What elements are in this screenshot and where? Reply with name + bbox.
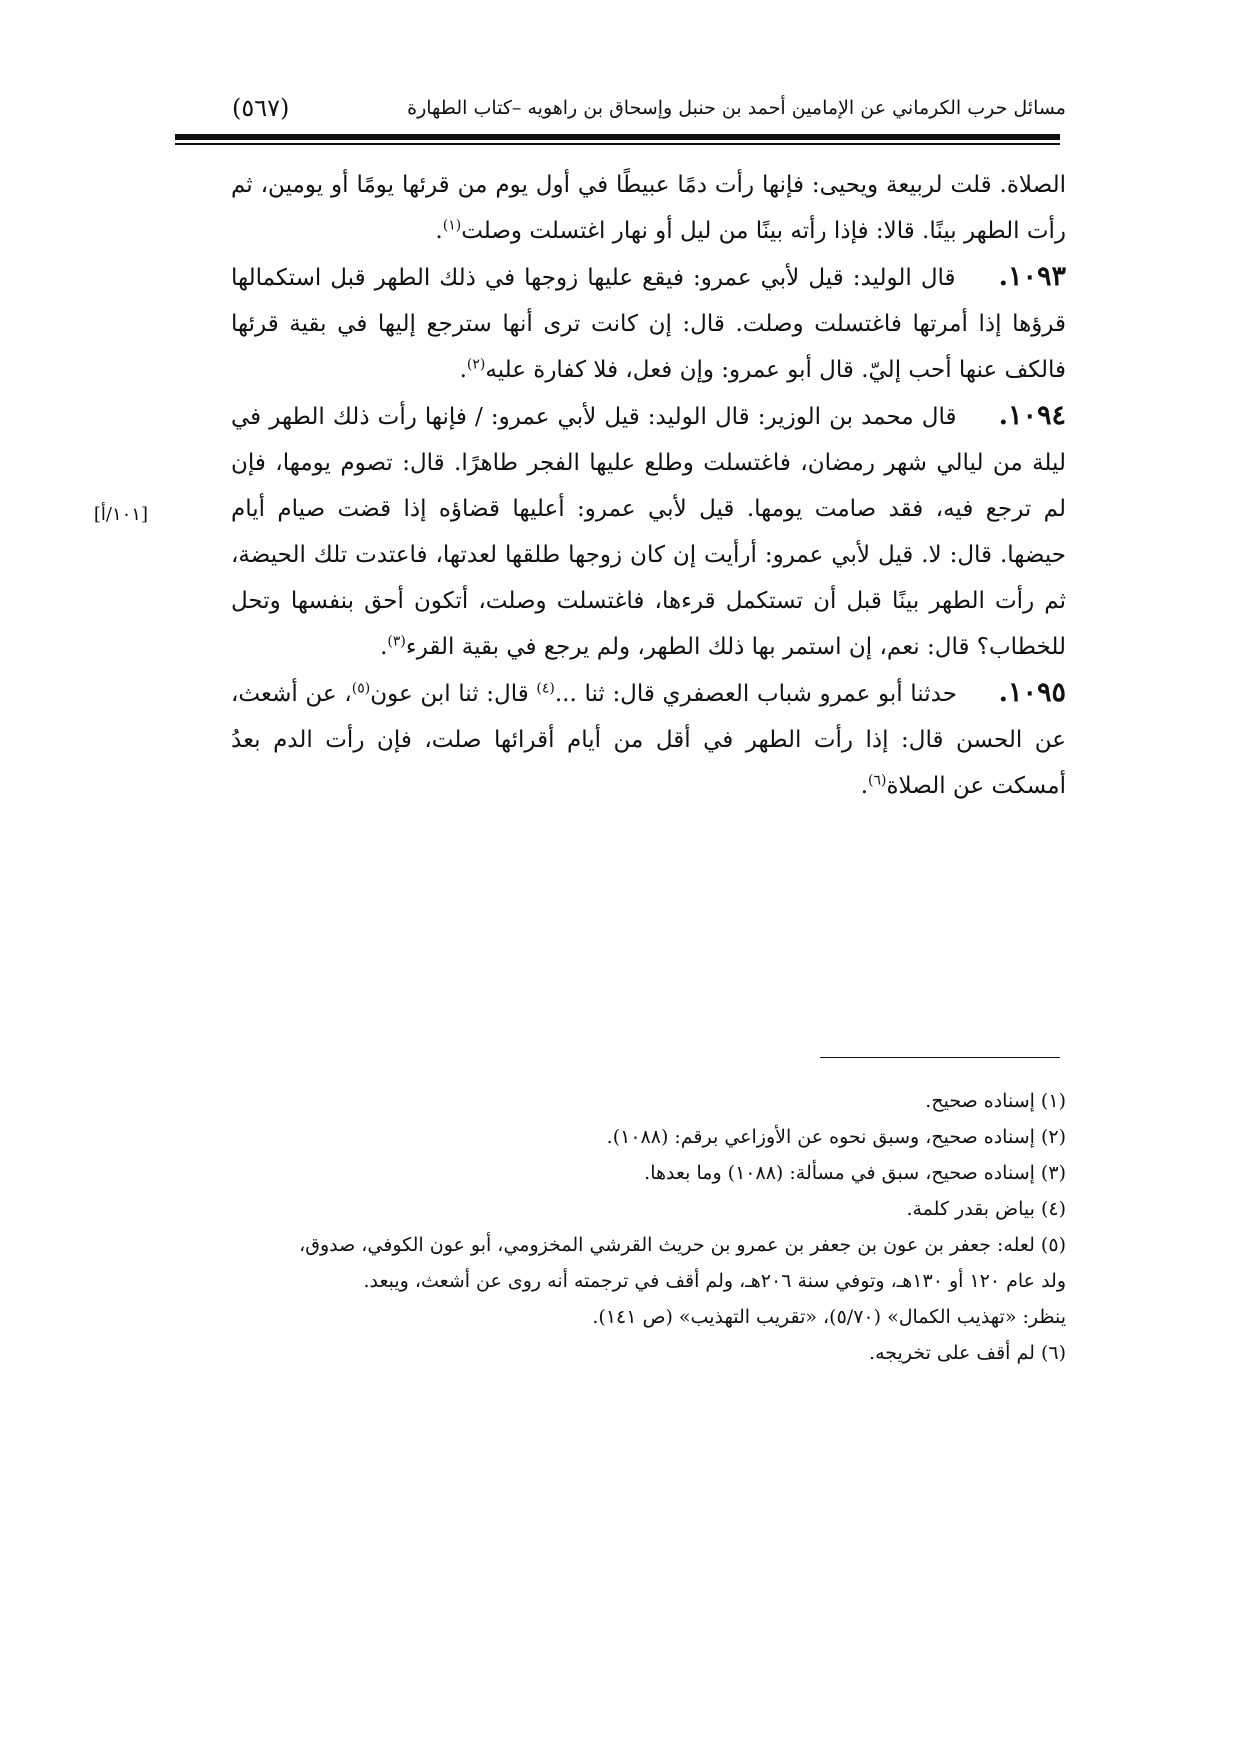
issue-number: ١٠٩٣. (998, 261, 1067, 292)
footnote-line: (٥) لعله: جعفر بن عون بن جعفر بن عمرو بن حريث القرشي المخزومي، أبو عون الكوفي، صدوق، (299, 1234, 1066, 1256)
issue-text: ، عن أشعث، عن الحسن قال: إذا رأت الطهر في أقل من أيام أقرائها صلت، فإن رأت الدم بعدُ أمسكت عن الصلاة (231, 681, 1066, 799)
footnote-5 (181, 1227, 1066, 1335)
footnote-marker: (٦) (868, 772, 887, 789)
issue-text: قال الوليد: قيل لأبي عمرو: فيقع عليها زوجها في ذلك الطهر قبل استكمالها قرؤها إذا أمرتها فاغتسلت وصلت. قال: إن كانت ترى أنها سترجع إليها في بقية قرئها فالكف عنها أحب إليّ. قال أبو عمرو: وإن فعل، فلا كفارة عليه (231, 265, 1066, 383)
footnote-marker: (٤) (536, 680, 555, 697)
footnote-marker: (٥) (351, 680, 371, 697)
header-rule-thin (175, 143, 1060, 145)
footnotes (181, 1083, 1066, 1371)
issue-text: قال محمد بن الوزير: قال الوليد: قيل لأبي عمرو: / فإنها رأت ذلك الطهر في ليلة من ليالي شهر رمضان، فاغتسلت وطلع عليها الفجر طاهرًا. قال: تصوم يومها، فإن لم ترجع فيه، فقد صامت يومها. قيل لأبي عمرو: أعليها قضاؤه إذا قضت صيام أيام حيضها. قال: لا. قيل لأبي عمرو: أرأيت إن كان زوجها طلقها لعدتها، فاعتدت تلك الحيضة، ثم رأت الطهر بينًا قبل أن تستكمل قرءها، فاغتسلت وصلت، أتكون أحق بنفسها وتحل للخطاب؟ قال: نعم، إن استمر بها ذلك الطهر، ولم يرجع في بقية القرء (231, 404, 1066, 660)
footnote-line: (١) إسناده صحيح. (925, 1090, 1066, 1112)
running-header-title: مسائل حرب الكرماني عن الإمامين أحمد بن حنبل وإسحاق بن راهويه –كتاب الطهارة (407, 97, 1066, 119)
footnote-2 (181, 1119, 1066, 1155)
issue-1094: ١٠٩٤. قال محمد بن الوزير: قال الوليد: قيل لأبي عمرو: / فإنها رأت ذلك الطهر في ليلة من ليالي شهر رمضان، فاغتسلت وطلع عليها الفجر طاهرًا. قال: تصوم يومها، فإن لم ترجع فيه، فقد صامت يومها. قيل لأبي عمرو: أعليها قضاؤه إذا قضت صيام أيام حيضها. قال: لا. قيل لأبي عمرو: أرأيت إن كان زوجها طلقها لعدتها، فاعتدت تلك الحيضة، ثم رأت الطهر بينًا قبل أن تستكمل قرءها، فاغتسلت وصلت، أتكون أحق بنفسها وتحل للخطاب؟ قال: نعم، إن استمر بها ذلك الطهر، ولم يرجع في بقية القرء$^{(٣)}$. (231, 393, 1066, 670)
footnote-line: (٦) لم أقف على تخريجه. (869, 1342, 1066, 1364)
issue-text: قال: ثنا ابن عون (370, 681, 537, 707)
footnote-3 (181, 1155, 1066, 1191)
footnote-line: (٢) إسناده صحيح، وسبق نحوه عن الأوزاعي برقم: (١٠٨٨). (606, 1126, 1066, 1148)
footnote-separator (820, 1057, 1060, 1058)
header-rule-thick (175, 134, 1060, 140)
page-number: (٥٦٧) (232, 94, 290, 122)
intro-line-1: الصلاة. قلت لربيعة ويحيى: فإنها رأت دمًا عبيطًا في أول يوم من قرئها يومًا أو يومين، ثم (231, 172, 1066, 198)
footnote-4 (181, 1191, 1066, 1227)
footnote-marker: (٣) (387, 633, 406, 650)
footnote-line: (٤) بياض بقدر كلمة. (906, 1198, 1066, 1220)
footnote-marker: (١) (442, 217, 462, 234)
footnote-marker: (٢) (466, 356, 486, 373)
issue-1093: ١٠٩٣. قال الوليد: قيل لأبي عمرو: فيقع عليها زوجها في ذلك الطهر قبل استكمالها قرؤها إذا أمرتها فاغتسلت وصلت. قال: إن كانت ترى أنها سترجع إليها في بقية قرئها فالكف عنها أحب إليّ. قال أبو عمرو: وإن فعل، فلا كفارة عليه$^{(٢)}$. (231, 254, 1066, 393)
issue-number: ١٠٩٤. (998, 400, 1066, 431)
footnote-line: (٣) إسناده صحيح، سبق في مسألة: (١٠٨٨) وما بعدها. (644, 1162, 1066, 1184)
footnote-line: ينظر: «تهذيب الكمال» (٥/٧٠)، «تقريب التهذيب» (ص ١٤١). (592, 1306, 1066, 1328)
issue-text: حدثنا أبو عمرو شباب العصفري قال: ثنا ... (554, 681, 957, 707)
body-text (231, 162, 1066, 809)
issue-number: ١٠٩٥. (998, 677, 1066, 708)
running-header (232, 88, 1066, 128)
intro-line-2: رأت الطهر بينًا. قالا: فإذا رأته بينًا من ليل أو نهار اغتسلت وصلت (461, 218, 1066, 244)
footnote-line: ولد عام ١٢٠ أو ١٣٠هـ، وتوفي سنة ٢٠٦هـ، ولم أقف في ترجمته أنه روى عن أشعث، ويبعد. (363, 1270, 1066, 1292)
footnote-1 (181, 1083, 1066, 1119)
intro-paragraph: الصلاة. قلت لربيعة ويحيى: فإنها رأت دمًا عبيطًا في أول يوم من قرئها يومًا أو يومين، ثم رأت الطهر بينًا. قالا: فإذا رأته بينًا من ليل أو نهار اغتسلت وصلت$^{(١)}$. (231, 172, 1066, 244)
footnote-6 (181, 1335, 1066, 1371)
manuscript-folio-ref: [١٠١/أ] (93, 504, 148, 525)
issue-1095: ١٠٩٥. حدثنا أبو عمرو شباب العصفري قال: ثنا ...$^{(٤)}$ قال: ثنا ابن عون$^{(٥)}$، عن أشعث، عن الحسن قال: إذا رأت الطهر في أقل من أيام أقرائها صلت، فإن رأت الدم بعدُ أمسكت عن الصلاة$^{(٦)}$. (231, 670, 1066, 809)
